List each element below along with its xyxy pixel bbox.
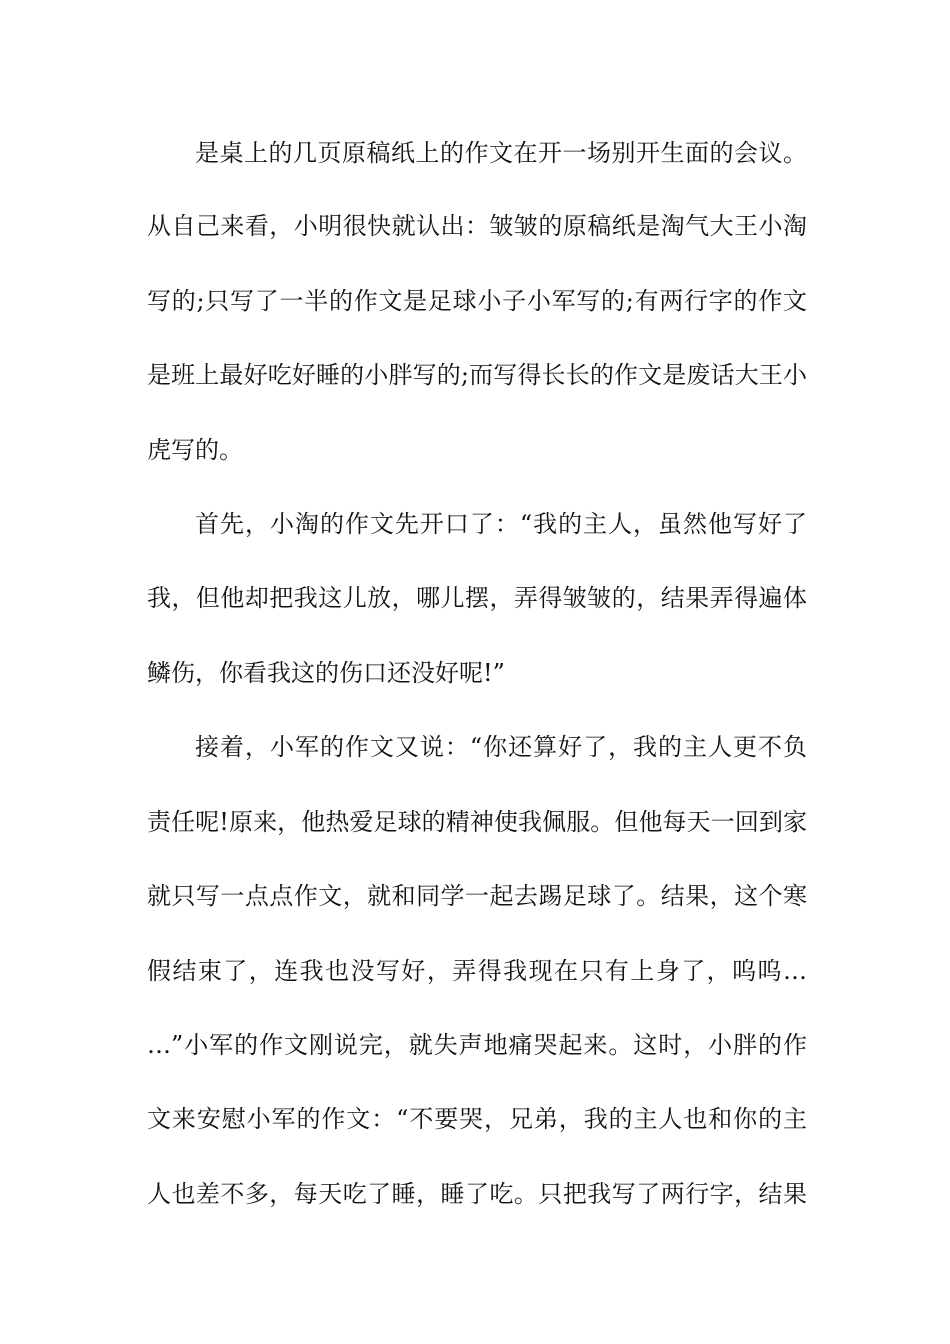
- text-line-1: 是桌上的几页原稿纸上的作文在开一场别开生面的会议。: [195, 139, 807, 167]
- text-line-10: 责任呢!原来，他热爱足球的精神使我佩服。但他每天一回到家: [147, 808, 807, 836]
- text-line-3: 写的;只写了一半的作文是足球小子小军写的;有两行字的作文: [147, 287, 807, 315]
- text-line-15: 人也差不多，每天吃了睡，睡了吃。只把我写了两行字，结果: [147, 1180, 807, 1208]
- text-line-11: 就只写一点点作文，就和同学一起去踢足球了。结果，这个寒: [147, 882, 807, 910]
- text-line-6: 首先，小淘的作文先开口了：“我的主人，虽然他写好了: [195, 510, 807, 538]
- text-line-5: 虎写的。: [147, 436, 243, 464]
- text-line-4: 是班上最好吃好睡的小胖写的;而写得长长的作文是废话大王小: [147, 361, 807, 389]
- text-line-8: 鳞伤，你看我这的伤口还没好呢!”: [147, 659, 505, 687]
- text-line-2: 从自己来看，小明很快就认出：皱皱的原稿纸是淘气大王小淘: [147, 212, 807, 240]
- text-line-14: 文来安慰小军的作文：“不要哭，兄弟，我的主人也和你的主: [147, 1105, 807, 1133]
- text-line-7: 我，但他却把我这儿放，哪儿摆，弄得皱皱的，结果弄得遍体: [147, 584, 807, 612]
- text-line-13: …”小军的作文刚说完，就失声地痛哭起来。这时，小胖的作: [147, 1031, 807, 1059]
- text-line-9: 接着，小军的作文又说：“你还算好了，我的主人更不负: [195, 733, 807, 761]
- text-line-12: 假结束了，连我也没写好，弄得我现在只有上身了，呜呜…: [147, 957, 807, 985]
